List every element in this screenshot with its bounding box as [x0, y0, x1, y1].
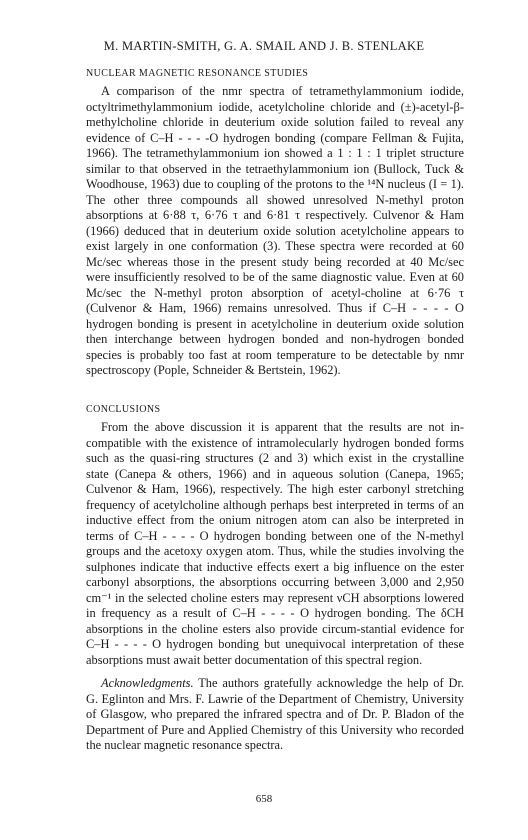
running-header-authors: M. MARTIN-SMITH, G. A. SMAIL AND J. B. STENLAKE [103, 39, 425, 53]
page-number: 658 [255, 793, 273, 805]
acknowledgments-paragraph [86, 676, 464, 754]
paragraph-nmr-studies: A comparison of the nmr spectra of tetramethylammonium iodide, octyltrimethylammonium iodide, acetylcholine chloride and (±)-acetyl-β-methylcholine chloride in deuterium oxide solution failed to reveal any evidence of C–H - - - -O hydrogen bonding (compare Fellman & Fujita, 1966). The tetramethylammonium ion showed a 1 : 1 : 1 triplet structure similar to that observed in the tetraethylammonium ion (Bullock, Tuck & Woodhouse, 1963) due to coupling of the protons to the ¹⁴N nucleus (I = 1). The other three compounds all showed unresolved N-methyl proton absorptions at 6·88 τ, 6·76 τ and 6·81 τ respectively. Culvenor & Ham (1966) deduced that in deuterium oxide solution acetylcholine appears to exist largely in one conformation (3). These spectra were recorded at 60 Mc/sec whereas those in the present study being recorded at 40 Mc/sec were insufficiently resolved to be of the same diagnostic value. Even at 60 Mc/sec the N-methyl proton absorption of acetyl-choline at 6·76 τ (Culvenor & Ham, 1966) remains unresolved. Thus if C–H - - - - O hydrogen bonding is present in acetylcholine in deuterium oxide solution then interchange between hydrogen bonded and non-hydrogen bonded species is probably too fast at room temperature to be detectable by nmr spectroscopy (Pople, Schneider & Bertstein, 1962). [86, 84, 464, 377]
acknowledgments-text: The authors gratefully acknowledge the help of Dr. G. Eglinton and Mrs. F. Lawrie of the Department of Chemistry, University of Glasgow, who prepared the infrared spectra and of Dr. P. Bladon of the Department of Pure and Applied Chemistry of this University who recorded the nuclear magnetic resonance spectra. [86, 676, 465, 752]
section-heading-nmr: NUCLEAR MAGNETIC RESONANCE STUDIES [86, 68, 309, 79]
section-heading-conclusions: CONCLUSIONS [86, 404, 161, 415]
acknowledgments-label: Acknowledgments. [101, 676, 194, 690]
paragraph-conclusions: From the above discussion it is apparent that the results are not in-compatible with the existence of intramolecularly hydrogen bonded forms such as the quasi-ring structures (2 and 3) which exist in the crystalline state (Canepa & others, 1966) and in aqueous solution (Canepa, 1965; Culvenor & Ham, 1966), respectively. The high ester carbonyl stretching frequency of acetylcholine although perhaps best interpreted in terms of an inductive effect from the onium nitrogen atom can also be interpreted in terms of C–H - - - - O hydrogen bonding between one of the N-methyl groups and the acetoxy oxygen atom. Thus, while the studies involving the sulphones indicate that inductive effects exert a big influence on the ester carbonyl absorptions, the absorptions occurring between 3,000 and 2,950 cm⁻¹ in the selected choline esters may represent νCH absorptions lowered in frequency as a result of C–H - - - - O hydrogen bonding. The δCH absorptions in the choline esters also provide circum-stantial evidence for C–H - - - - O hydrogen bonding but unequivocal interpretation of these absorptions must await better documentation of this spectral region. [86, 420, 464, 667]
